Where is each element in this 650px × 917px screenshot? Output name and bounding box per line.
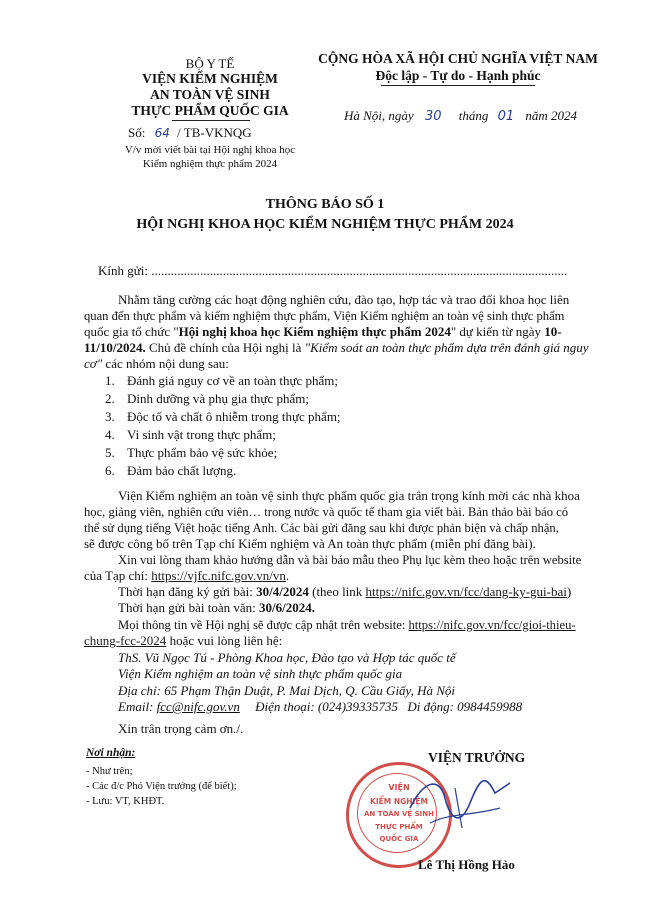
ministry-name: BỘ Y TẾ xyxy=(185,56,235,71)
country-name: CỘNG HÒA XÃ HỘI CHỦ NGHĨA VIỆT NAM xyxy=(318,51,598,66)
place-label: Hà Nội, ngày xyxy=(344,108,414,123)
fulltext-deadline-date: 30/6/2024. xyxy=(259,600,315,615)
para1-line5-b: các nhóm nội dung sau: xyxy=(102,356,229,371)
para4-line2 xyxy=(84,633,282,649)
recipient-item: - Các đ/c Phó Viện trưởng (để biết); xyxy=(86,781,237,792)
stamp-text-line1: VIỆN xyxy=(388,783,410,792)
list-item-text: Đánh giá nguy cơ về an toàn thực phẩm; xyxy=(127,373,339,388)
para1-line2: quan đến thực phẩm và kiểm nghiệm thực phẩm, Viện Kiểm nghiệm an toàn vệ sinh thực phẩm xyxy=(84,309,565,323)
handwritten-signature xyxy=(400,768,520,848)
list-item-number: 6. xyxy=(105,463,115,478)
list-item-number: 4. xyxy=(105,427,115,442)
para1-line1: Nhằm tăng cường các hoạt động nghiên cứu, đào tạo, hợp tác và trao đổi khoa học liên xyxy=(118,292,570,307)
number-value-handwritten: 64 xyxy=(154,126,170,140)
conference-website-link[interactable]: https://nifc.gov.vn/fcc/gioi-thieu- xyxy=(408,618,576,632)
contact-email-phone xyxy=(118,699,522,715)
para1-line4-b: Chủ đề chính của Hội nghị là xyxy=(145,340,305,355)
para2-line4: sẽ được công bố trên Tạp chí Kiểm nghiệm và An toàn thực phẩm (miễn phí đăng bài). xyxy=(84,536,536,551)
para3-line2 xyxy=(84,568,289,584)
list-item-text: Vi sinh vật trong thực phẩm; xyxy=(127,427,276,442)
number-suffix: / TB-VKNQG xyxy=(177,125,252,140)
para4-line2-b: hoặc vui lòng liên hệ: xyxy=(166,633,283,648)
para3-line2-a: của Tạp chí: xyxy=(84,568,152,583)
list-item xyxy=(105,409,341,425)
phone-number: Điện thoại: (024)39335735 xyxy=(255,699,399,714)
list-item-text: Độc tố và chất ô nhiễm trong thực phẩm; xyxy=(127,409,341,424)
mobile-number: Di động: 0984459988 xyxy=(407,699,523,714)
national-motto: Độc lập - Tự do - Hạnh phúc xyxy=(375,68,541,83)
theme-inline: "Kiểm soát an toàn thực phẩm dựa trên đánh giá nguy xyxy=(304,340,589,355)
stamp-text-line4: THỰC PHẨM xyxy=(375,823,423,831)
para1-line3-c: " dự kiến từ ngày xyxy=(450,324,545,339)
contact-person: ThS. Vũ Ngọc Tú - Phòng Khoa học, Đào tạo và Hợp tác quốc tế xyxy=(118,650,456,665)
institute-name-line2: AN TOÀN VỆ SINH xyxy=(150,87,270,102)
motto-underline xyxy=(381,85,535,86)
list-item-number: 2. xyxy=(105,391,115,406)
stamp-text-line5: QUỐC GIA xyxy=(379,835,419,843)
list-item xyxy=(105,373,338,389)
recipient-item: - Lưu: VT, KHĐT. xyxy=(86,796,165,807)
para4-line1 xyxy=(118,617,576,633)
para1-line4 xyxy=(84,340,589,356)
conference-title: HỘI NGHỊ KHOA HỌC KIỂM NGHIỆM THỰC PHẨM 2024 xyxy=(136,217,514,232)
institute-name-line3: THỰC PHẨM QUỐC GIA xyxy=(131,103,289,118)
list-item xyxy=(105,391,309,407)
date-end-inline: 11/10/2024. xyxy=(84,340,146,355)
notice-title: THÔNG BÁO SỐ 1 xyxy=(265,197,385,212)
email-label: Email: xyxy=(118,699,157,714)
contact-address: Địa chỉ: 65 Phạm Thận Duật, P. Mai Dịch, Q. Cầu Giấy, Hà Nội xyxy=(118,683,456,698)
register-deadline xyxy=(118,584,571,600)
para3-line1: Xin vui lòng tham khảo hướng dẫn và bài báo mẫu theo Phụ lục kèm theo hoặc trên website xyxy=(118,553,582,567)
number-label: Số: xyxy=(128,125,146,140)
place-and-date xyxy=(344,108,577,124)
list-item-number: 3. xyxy=(105,409,115,424)
register-deadline-date: 30/4/2024 xyxy=(256,584,309,599)
para4-line1-a: Mọi thông tin về Hội nghị sẽ được cập nhật trên website: xyxy=(118,618,409,632)
para1-line5 xyxy=(84,356,229,372)
para2-line3: thể sử dụng tiếng Việt hoặc tiếng Anh. Các bài gửi đăng sau khi được phản biện và chấp nhận, xyxy=(84,521,559,535)
register-deadline-end: ) xyxy=(566,584,572,599)
list-item xyxy=(105,463,236,479)
signer-name: Lê Thị Hồng Hảo xyxy=(418,857,515,872)
date-start-inline: 10- xyxy=(544,324,562,339)
list-item-text: Dinh dưỡng và phụ gia thực phẩm; xyxy=(127,391,309,406)
list-item-text: Thực phẩm bảo vệ sức khỏe; xyxy=(127,445,278,460)
register-deadline-mid: (theo link xyxy=(308,584,366,599)
subject-line1: V/v mời viết bài tại Hội nghị khoa học xyxy=(124,144,296,156)
conference-website-link-cont[interactable]: chung-fcc-2024 xyxy=(84,633,167,648)
month-label: tháng xyxy=(458,108,489,123)
header-left-divider xyxy=(172,120,250,121)
fulltext-deadline-label: Thời hạn gửi bài toàn văn: xyxy=(118,600,260,615)
para1-line3-a: quốc gia tổ chức " xyxy=(84,324,179,339)
list-item-number: 1. xyxy=(105,373,115,388)
recipient-item: - Như trên; xyxy=(86,766,133,777)
document-number xyxy=(128,125,252,141)
subject-line2: Kiểm nghiệm thực phẩm 2024 xyxy=(142,158,278,170)
journal-website-link[interactable]: https://vjfc.nifc.gov.vn/vn xyxy=(151,568,286,583)
signer-title: VIỆN TRƯỞNG xyxy=(428,750,526,765)
para3-line2-b: . xyxy=(285,568,290,583)
list-item-text: Đảm bảo chất lượng. xyxy=(127,463,237,478)
recipients-title: Nơi nhận: xyxy=(86,747,136,759)
fulltext-deadline xyxy=(118,600,315,616)
day-handwritten: 30 xyxy=(424,109,442,124)
greeting-line: Kính gửi: ................................................................................................................................ xyxy=(98,263,568,278)
theme-inline-end: cơ" xyxy=(84,356,103,371)
email-link[interactable]: fcc@nifc.gov.vn xyxy=(156,699,240,714)
register-deadline-label: Thời hạn đăng ký gửi bài: xyxy=(118,584,257,599)
closing-thanks: Xin trân trọng cảm ơn./. xyxy=(118,721,244,736)
list-item-number: 5. xyxy=(105,445,115,460)
stamp-text-line3: AN TOÀN VỆ SINH xyxy=(364,810,434,818)
year-label: năm 2024 xyxy=(525,108,578,123)
register-link[interactable]: https://nifc.gov.vn/fcc/dang-ky-gui-bai xyxy=(365,584,567,599)
list-item xyxy=(105,445,277,461)
month-handwritten: 01 xyxy=(497,109,515,124)
conference-name-inline: Hội nghị khoa học Kiểm nghiệm thực phẩm 2024 xyxy=(178,324,451,339)
para2-line1: Viện Kiểm nghiệm an toàn vệ sinh thực phẩm quốc gia trân trọng kính mời các nhà khoa xyxy=(118,488,580,503)
list-item xyxy=(105,427,276,443)
para1-line3 xyxy=(84,324,562,340)
stamp-text-line2: KIỂM NGHIỆM xyxy=(370,797,428,806)
contact-organization: Viện Kiểm nghiệm an toàn vệ sinh thực phẩm quốc gia xyxy=(118,666,403,681)
para2-line2: học, giảng viên, nghiên cứu viên… trong nước và quốc tế tham gia viết bài. Bản thảo bài báo có xyxy=(84,505,569,519)
institute-name-line1: VIỆN KIỂM NGHIỆM xyxy=(142,71,278,86)
